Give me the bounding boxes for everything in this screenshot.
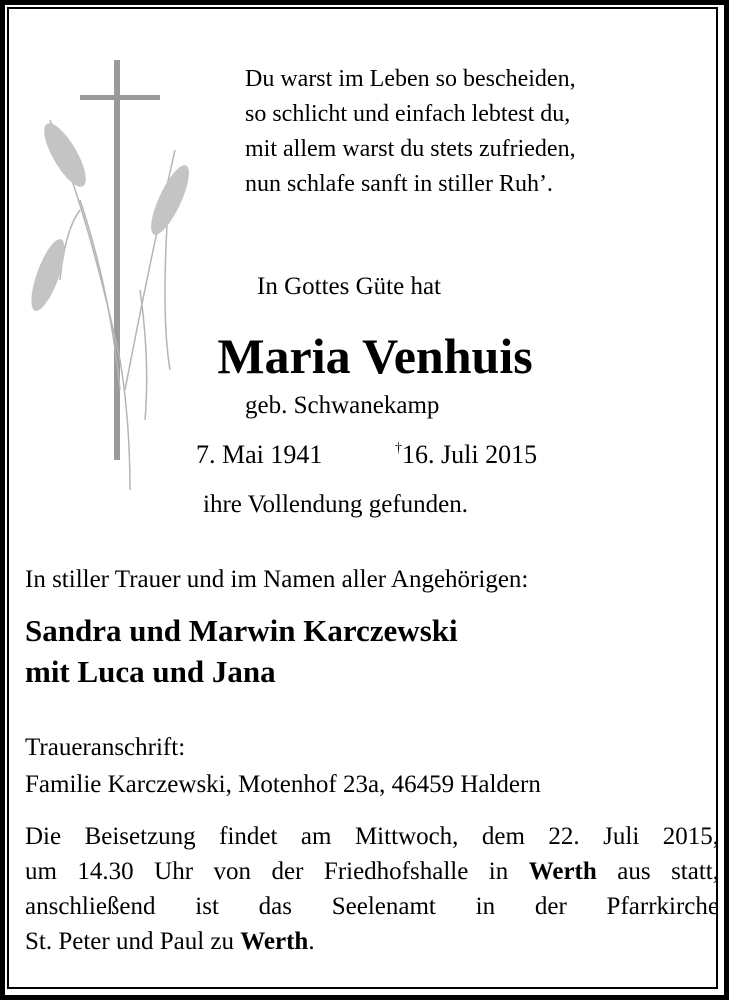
- maiden-name: geb. Schwanekamp: [245, 392, 440, 419]
- birth-date: 7. Mai 1941: [196, 440, 323, 469]
- mourners-intro: In stiller Trauer und im Namen aller Angehörigen:: [25, 566, 529, 593]
- funeral-line: Die Beisetzung findet am Mittwoch, dem 22. Juli 2015,: [25, 823, 719, 850]
- funeral-text: St. Peter und Paul zu: [25, 928, 241, 955]
- wheat-icon: [25, 118, 196, 315]
- death-date: 16. Juli 2015: [402, 440, 538, 469]
- deceased-name: Maria Venhuis: [217, 328, 533, 384]
- poem-line: nun schlafe sanft in stiller Ruh’.: [245, 171, 553, 197]
- funeral-info: [25, 819, 719, 959]
- poem-line: mit allem warst du stets zufrieden,: [245, 136, 576, 162]
- intro-text: In Gottes Güte hat: [257, 273, 441, 300]
- funeral-line: [25, 924, 719, 959]
- poem-line: so schlicht und einfach lebtest du,: [245, 101, 571, 127]
- cross-wheat-illustration: [20, 60, 200, 500]
- funeral-place: Werth: [240, 928, 309, 955]
- death-date-wrap: [395, 442, 537, 468]
- address-label: Traueranschrift:: [25, 734, 186, 761]
- mourner-line: Sandra und Marwin Karczewski: [25, 613, 458, 648]
- funeral-place: Werth: [528, 858, 597, 885]
- mourner-line: mit Luca und Jana: [25, 654, 276, 689]
- cross-icon: [80, 60, 160, 460]
- closing-text: ihre Vollendung gefunden.: [203, 491, 469, 518]
- funeral-text: aus statt,: [596, 858, 719, 885]
- poem-line: Du warst im Leben so bescheiden,: [245, 66, 576, 92]
- funeral-line: [25, 854, 719, 889]
- death-cross-icon: †: [395, 441, 402, 456]
- funeral-text: .: [308, 928, 315, 955]
- funeral-line: anschließend ist das Seelenamt in der Pfarrkirche: [25, 893, 719, 920]
- address: Familie Karczewski, Motenhof 23a, 46459 Haldern: [25, 771, 541, 798]
- poem: [245, 62, 576, 202]
- funeral-text: um 14.30 Uhr von der Friedhofshalle in: [25, 858, 529, 885]
